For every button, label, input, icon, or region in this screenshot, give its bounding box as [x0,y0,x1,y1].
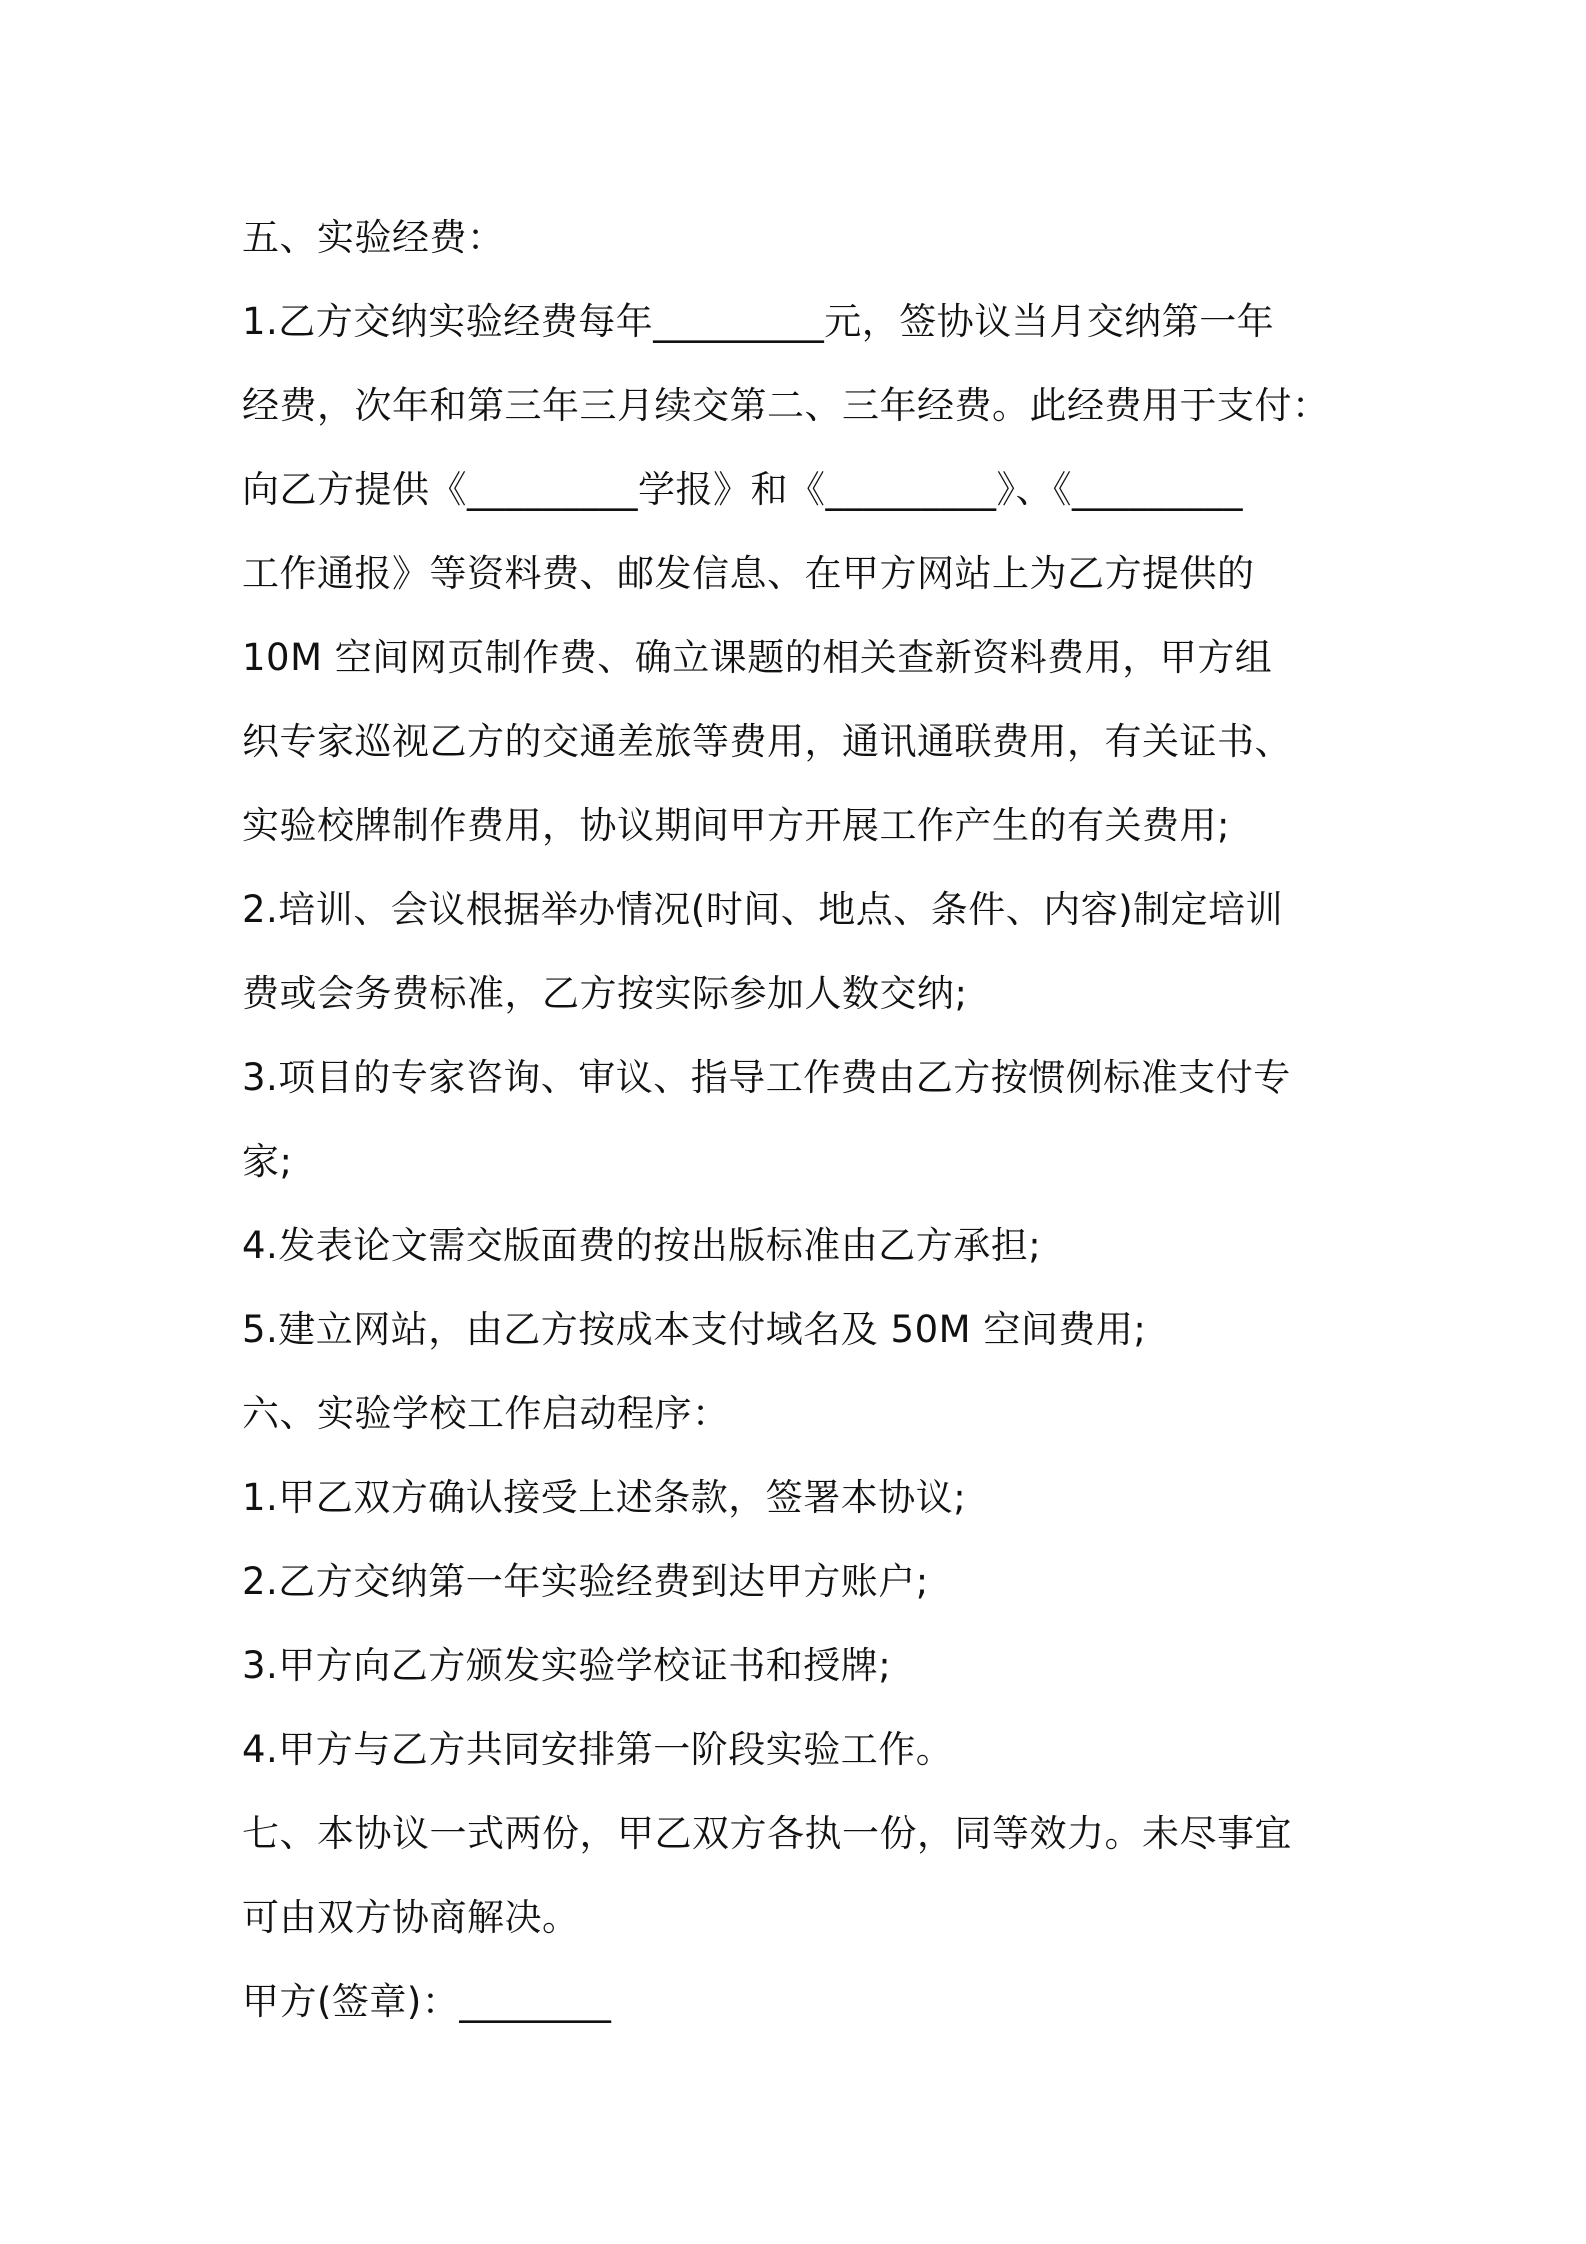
signature-line-party-a: 甲方(签章)：________ [242,1980,612,2023]
text-line: 3.项目的专家咨询、审议、指导工作费由乙方按惯例标准支付专 [242,1056,1291,1099]
text-line: 费或会务费标准，乙方按实际参加人数交纳; [242,972,968,1015]
text-line: 2.培训、会议根据举办情况(时间、地点、条件、内容)制定培训 [242,888,1284,931]
text-line: 2.乙方交纳第一年实验经费到达甲方账户; [242,1560,929,1603]
text-line: 工作通报》等资料费、邮发信息、在甲方网站上为乙方提供的 [242,552,1255,595]
document-body [242,196,1354,2044]
text-line: 向乙方提供《_________学报》和《_________》、《_________ [242,468,1243,511]
text-line: 可由双方协商解决。 [242,1896,580,1939]
text-line: 织专家巡视乙方的交通差旅等费用，通讯通联费用，有关证书、 [242,720,1292,763]
text-line: 10M 空间网页制作费、确立课题的相关查新资料费用，甲方组 [242,636,1273,679]
text-line: 3.甲方向乙方颁发实验学校证书和授牌; [242,1644,892,1687]
text-line: 实验校牌制作费用，协议期间甲方开展工作产生的有关费用; [242,804,1230,847]
section-heading-startup: 六、实验学校工作启动程序： [242,1392,730,1435]
text-line: 1.乙方交纳实验经费每年_________元，签协议当月交纳第一年 [242,300,1275,343]
text-line: 经费，次年和第三年三月续交第二、三年经费。此经费用于支付： [242,384,1330,427]
text-line: 5.建立网站，由乙方按成本支付域名及 50M 空间费用; [242,1308,1147,1351]
text-line: 1.甲乙双方确认接受上述条款，签署本协议; [242,1476,967,1519]
section-heading-funding: 五、实验经费： [242,216,505,259]
text-line: 家; [242,1140,293,1183]
text-line: 4.甲方与乙方共同安排第一阶段实验工作。 [242,1728,954,1771]
text-line: 4.发表论文需交版面费的按出版标准由乙方承担; [242,1224,1042,1267]
section-heading-copies: 七、本协议一式两份，甲乙双方各执一份，同等效力。未尽事宜 [242,1812,1292,1855]
